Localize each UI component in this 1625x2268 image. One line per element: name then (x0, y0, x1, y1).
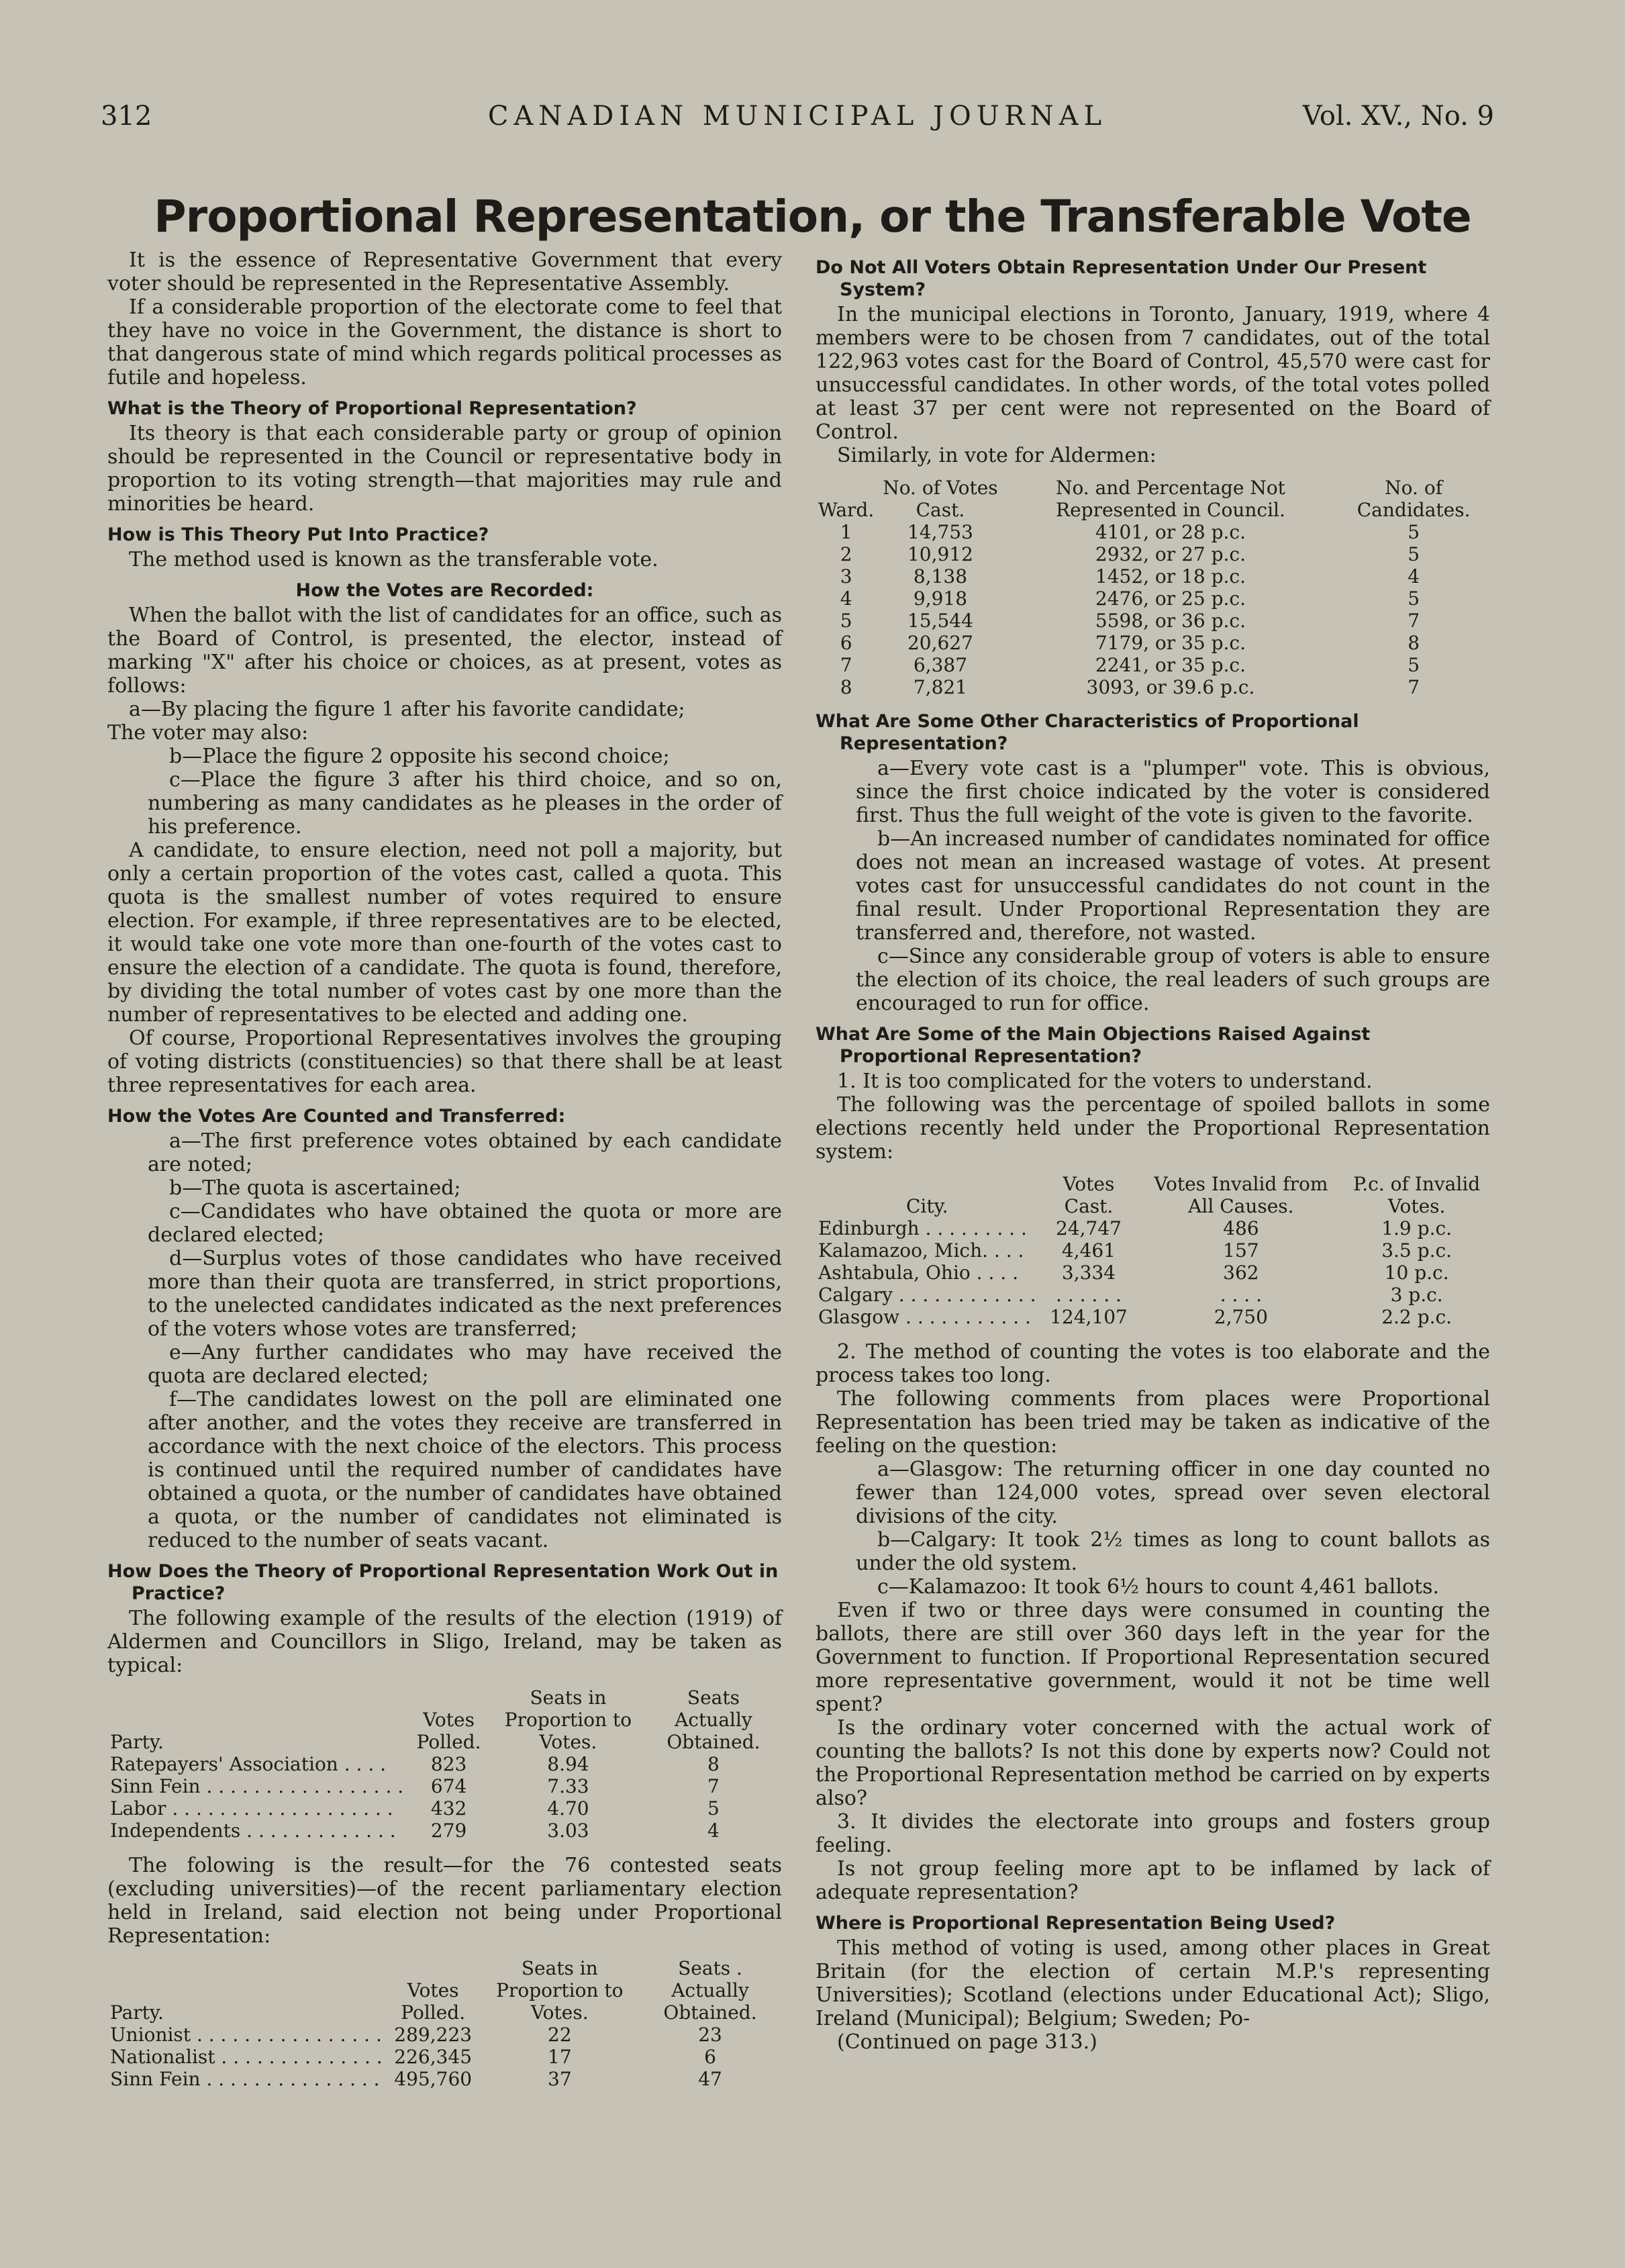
article-title: Proportional Representation, or the Transferable Vote (154, 191, 1471, 243)
table-header-row (107, 1687, 782, 1753)
table-cell: 4 (840, 587, 852, 610)
table-row (107, 1753, 782, 1775)
table-cell: 6 (840, 632, 852, 654)
paragraph: Of course, Proportional Representatives involves the grouping of voting districts (constituencies) so that there shall be at least three representatives for each area. (107, 1027, 782, 1097)
list-item: b—Calgary: It took 2½ times as long to count ballots as under the old system. (856, 1528, 1490, 1575)
table-cell: Glasgow . . . . . . . . . . . (818, 1306, 1031, 1328)
table-cell: 4101, or 28 p.c. (1095, 521, 1246, 543)
journal-title: CANADIAN MUNICIPAL JOURNAL (487, 101, 1107, 132)
column-header: Party. (110, 1731, 164, 1753)
table-cell: 8 (1408, 632, 1420, 654)
list-item: b—Place the figure 2 opposite his second choice; (169, 745, 670, 768)
table-cell: 5 (1408, 587, 1420, 610)
table-cell: 2241, or 35 p.c. (1095, 654, 1246, 676)
table-cell: 24,747 (1055, 1217, 1122, 1239)
table-cell: Kalamazoo, Mich. . . . (818, 1239, 1024, 1262)
table-cell: Labor . . . . . . . . . . . . . . . . . . . (110, 1797, 393, 1820)
table-cell: 124,107 (1050, 1306, 1128, 1328)
table-cell: 8 (707, 1753, 720, 1775)
paragraph: The following comments from places were Proportional Representation has been tried may be taken as indicative of the feeling on the question: (816, 1387, 1490, 1458)
table-cell: 15,544 (907, 610, 973, 632)
table-row (816, 1262, 1490, 1284)
section-heading: Do Not All Voters Obtain Representation Under Our Present System? (816, 257, 1427, 300)
table-cell: Calgary . . . . . . . . . . . . (818, 1284, 1036, 1306)
paragraph: It is the essence of Representative Government that every voter should be represented in the Representative Assembly. (107, 248, 782, 295)
table-cell: 674 (430, 1775, 467, 1797)
column-header: Votes Invalid from All Causes. (1154, 1173, 1328, 1217)
list-item: a—Every vote cast is a "plumper" vote. This is obvious, since the first choice indicated by the voter is considered first. Thus the full weight of the vote is given to the favorite. (856, 757, 1490, 827)
table-row (107, 1797, 782, 1820)
toronto-wards-table (816, 477, 1490, 698)
table-header-row (816, 477, 1490, 521)
table-cell: 23 (698, 2024, 722, 2046)
table-cell: 3 p.c. (1390, 1284, 1443, 1306)
column-header: Seats in Proportion to Votes. (496, 1957, 624, 2024)
table-cell: Nationalist . . . . . . . . . . . . . . (110, 2046, 383, 2068)
table-cell: 3.5 p.c. (1381, 1239, 1452, 1262)
table-cell: 5 (1408, 521, 1420, 543)
table-cell: Edinburgh . . . . . . . . . (818, 1217, 1027, 1239)
table-row (816, 587, 1490, 610)
volume-number: Vol. XV., No. 9 (1302, 101, 1494, 132)
paragraph: 3. It divides the electorate into groups and fosters group feeling. (816, 1810, 1490, 1857)
table-cell: 4,461 (1061, 1239, 1116, 1262)
table-cell: . . . . . . (1056, 1284, 1122, 1306)
paragraph: A candidate, to ensure election, need not poll a majority, but only a certain proportion of the votes cast, called a quota. This quota is the smallest number of votes required to ensure election. For example, if three representatives are to be elected, it would take one vote more than one-fourth of the votes cast to ensure the election of a candidate. The quota is found, therefore, by dividing the total number of votes cast by one more than the number of representatives to be elected and adding one. (107, 839, 782, 1027)
paragraph: Similarly, in vote for Aldermen: (837, 444, 1156, 467)
spoiled-ballots-table (816, 1173, 1490, 1328)
table-cell: 7 (840, 654, 852, 676)
table-cell: 1452, or 18 p.c. (1095, 565, 1246, 587)
table-row (816, 632, 1490, 654)
table-cell: 14,753 (907, 521, 973, 543)
section-heading: What Are Some of the Main Objections Raised Against Proportional Representation? (816, 1024, 1371, 1067)
column-header: Votes Cast. (1063, 1173, 1115, 1217)
table-cell: 20,627 (907, 632, 973, 654)
table-cell: 279 (430, 1820, 467, 1842)
table-cell: 6,387 (913, 654, 968, 676)
table-cell: 4 (707, 1820, 720, 1842)
page-number: 312 (101, 101, 152, 132)
running-header (101, 101, 1494, 141)
table-cell: 7 (1408, 610, 1420, 632)
table-cell: 22 (548, 2024, 572, 2046)
list-item: c—Since any considerable group of voters is able to ensure the election of its choice, the real leaders of such groups are encouraged to run for office. (856, 945, 1490, 1015)
column-header: Seats . Actually Obtained. (663, 1957, 757, 2024)
column-header: Ward. (818, 499, 875, 521)
table-cell: 10 p.c. (1384, 1262, 1449, 1284)
table-cell: 3093, or 39.6 p.c. (1086, 676, 1255, 698)
paragraph: The method used is known as the transferable vote. (129, 548, 658, 571)
table-cell: 6 (704, 2046, 716, 2068)
paragraph: The following was the percentage of spoiled ballots in some elections recently held under the Proportional Representation system: (816, 1093, 1490, 1164)
paragraph: This method of voting is used, among other places in Great Britain (for the election of certain M.P.'s representing Universities); Scotland (elections under Educational Act); Sligo, Ireland (Municipal); Belgium; Sweden; Po- (816, 1936, 1490, 2030)
section-heading: How the Votes Are Counted and Transferred: (107, 1106, 566, 1127)
table-row (107, 1820, 782, 1842)
table-cell: 7179, or 35 p.c. (1095, 632, 1246, 654)
table-cell: Independents . . . . . . . . . . . . . (110, 1820, 396, 1842)
list-item: a—Glasgow: The returning officer in one day counted no fewer than 124,000 votes, spread over seven electoral divisions of the city. (856, 1458, 1490, 1528)
table-cell: 486 (1223, 1217, 1259, 1239)
table-cell: 1.9 p.c. (1381, 1217, 1452, 1239)
column-header: City. (905, 1195, 948, 1217)
list-item: d—Surplus votes of those candidates who have received more than their quota are transferred, in strict proportions, to the unelected candidates indicated as the next preferences of the voters whose votes are transferred; (148, 1247, 782, 1341)
table-cell: Ratepayers' Association . . . . (110, 1753, 387, 1775)
table-cell: Unionist . . . . . . . . . . . . . . . . (110, 2024, 382, 2046)
column-header: P.c. of Invalid Votes. (1353, 1173, 1481, 1217)
table-cell: 432 (430, 1797, 467, 1820)
section-heading: How the Votes are Recorded: (295, 580, 594, 601)
paragraph: Is not group feeling more apt to be inflamed by lack of adequate representation? (816, 1857, 1490, 1904)
column-header: Votes Polled. (416, 1709, 481, 1753)
table-cell: 2.2 p.c. (1381, 1306, 1452, 1328)
table-cell: 823 (430, 1753, 467, 1775)
table-cell: 1 (840, 521, 852, 543)
sligo-results-table (107, 1687, 782, 1842)
continued-note: (Continued on page 313.) (837, 2030, 1097, 2054)
table-cell: 17 (548, 2046, 572, 2068)
right-column (816, 248, 1490, 2054)
column-header: Votes Polled. (401, 1979, 466, 2024)
table-header-row (107, 1957, 782, 2024)
column-header: Party. (110, 2001, 164, 2024)
column-header: Seats Actually Obtained. (667, 1687, 760, 1753)
table-row (816, 1239, 1490, 1262)
table-cell: 37 (548, 2068, 572, 2090)
table-header-row (816, 1173, 1490, 1217)
table-cell: . . . . (1220, 1284, 1263, 1306)
table-cell: 157 (1223, 1239, 1259, 1262)
section-heading: What is the Theory of Proportional Representation? (107, 398, 637, 419)
paragraph: When the ballot with the list of candidates for an office, such as the Board of Control, is presented, the elector, instead of marking "X" after his choice or choices, as at present, votes as follows: (107, 604, 782, 698)
table-cell: 3,334 (1061, 1262, 1116, 1284)
table-cell: 4.70 (547, 1797, 589, 1820)
list-item: b—The quota is ascertained; (169, 1176, 461, 1200)
table-cell: 5 (840, 610, 852, 632)
table-cell: 5598, or 36 p.c. (1095, 610, 1246, 632)
paragraph: Its theory is that each considerable party or group of opinion should be represented in the Council or representative body in proportion to its voting strength—that majorities may rule and minorities be heard. (107, 422, 782, 516)
table-cell: Ashtabula, Ohio . . . . (818, 1262, 1018, 1284)
table-cell: 8.94 (547, 1753, 589, 1775)
table-cell: 7 (1408, 676, 1420, 698)
list-item: b—An increased number of candidates nominated for office does not mean an increased wastage of votes. At present votes cast for unsuccessful candidates do not count in the final result. Under Proportional Representation they are transferred and, therefore, not wasted. (856, 827, 1490, 945)
paragraph: 1. It is too complicated for the voters to understand. (837, 1070, 1373, 1093)
table-cell: 5 (707, 1797, 720, 1820)
table-row (816, 1217, 1490, 1239)
left-column (107, 248, 782, 2102)
paragraph: The voter may also: (107, 721, 309, 745)
list-item: c—Candidates who have obtained the quota or more are declared elected; (148, 1200, 782, 1247)
table-cell: 2476, or 25 p.c. (1095, 587, 1246, 610)
paragraph: 2. The method of counting the votes is too elaborate and the process takes too long. (816, 1340, 1490, 1387)
table-row (816, 1284, 1490, 1306)
column-header: No. and Percentage Not Represented in Council. (1055, 477, 1285, 521)
paragraph: The folowing is the result—for the 76 contested seats (excluding universities)—of the recent parliamentary election held in Ireland, said election not being under Proportional Representation: (107, 1854, 782, 1948)
column-header: No. of Votes Cast. (883, 477, 998, 521)
paragraph: a—By placing the figure 1 after his favorite candidate; (129, 698, 685, 721)
table-row (816, 654, 1490, 676)
table-cell: 2932, or 27 p.c. (1095, 543, 1246, 565)
table-cell: 8,138 (913, 565, 968, 587)
list-item: e—Any further candidates who may have received the quota are declared elected; (148, 1341, 782, 1388)
paragraph: Is the ordinary voter concerned with the actual work of counting the ballots? Is not this done by experts now? Could not the Proportional Representation method be carried on by experts also? (816, 1716, 1490, 1810)
table-cell: 4 (1408, 565, 1420, 587)
table-cell: 2,750 (1214, 1306, 1268, 1328)
ireland-results-table (107, 1957, 782, 2090)
table-cell: Sinn Fein . . . . . . . . . . . . . . . (110, 2068, 380, 2090)
table-cell: 2 (840, 543, 852, 565)
table-cell: 7 (707, 1775, 720, 1797)
table-cell: 289,223 (394, 2024, 473, 2046)
paragraph: The following example of the results of the election (1919) of Aldermen and Councillors in Sligo, Ireland, may be taken as typical: (107, 1607, 782, 1677)
section-heading: How Does the Theory of Proportional Representation Work Out in Practice? (107, 1561, 779, 1604)
table-cell: Sinn Fein . . . . . . . . . . . . . . . . . (110, 1775, 404, 1797)
paragraph: In the municipal elections in Toronto, January, 1919, where 4 members were to be chosen from 7 candidates, out of the total 122,963 votes cast for the Board of Control, 45,570 were cast for unsuccessful candidates. In other words, of the total votes polled at least 37 per cent were not represented on the Board of Control. (816, 303, 1490, 444)
table-cell: 47 (698, 2068, 722, 2090)
paragraph: Even if two or three days were consumed in counting the ballots, there are still over 360 days left in the year for the Government to function. If Proportional Representation secured more representative government, would it not be time well spent? (816, 1599, 1490, 1716)
table-cell: 7.33 (547, 1775, 589, 1797)
list-item: a—The first preference votes obtained by each candidate are noted; (148, 1129, 782, 1176)
table-row (107, 2068, 782, 2090)
table-row (816, 1306, 1490, 1328)
table-cell: 362 (1223, 1262, 1259, 1284)
table-row (107, 1775, 782, 1797)
table-row (107, 2046, 782, 2068)
table-row (107, 2024, 782, 2046)
section-heading: Where is Proportional Representation Being Used? (816, 1913, 1336, 1934)
list-item: c—Kalamazoo: It took 6½ hours to count 4,461 ballots. (877, 1575, 1439, 1599)
table-cell: 8 (840, 676, 852, 698)
section-heading: How is This Theory Put Into Practice? (107, 524, 489, 545)
list-item: f—The candidates lowest on the poll are eliminated one after another, and the votes they receive are transferred in accordance with the next choice of the electors. This process is continued until the required number of candidates have obtained a quota, or the number of candidates have obtained a quota, or the number of candidates not eliminated is reduced to the number of seats vacant. (148, 1388, 782, 1552)
table-cell: 3.03 (547, 1820, 589, 1842)
column-header: No. of Candidates. (1357, 477, 1471, 521)
table-row (816, 521, 1490, 543)
table-cell: 10,912 (907, 543, 973, 565)
table-cell: 5 (1408, 654, 1420, 676)
table-row (816, 676, 1490, 698)
table-cell: 5 (1408, 543, 1420, 565)
list-item: c—Place the figure 3 after his third choice, and so on, numbering as many candidates as he pleases in the order of his preference. (148, 768, 782, 839)
paragraph: If a considerable proportion of the electorate come to feel that they have no voice in the Government, the distance is short to that dangerous state of mind which regards political processes as futile and hopeless. (107, 295, 782, 389)
table-row (816, 610, 1490, 632)
column-header: Seats in Proportion to Votes. (504, 1687, 632, 1753)
table-row (816, 543, 1490, 565)
table-cell: 3 (840, 565, 852, 587)
table-row (816, 565, 1490, 587)
table-cell: 495,760 (394, 2068, 473, 2090)
section-heading: What Are Some Other Characteristics of Proportional Representation? (816, 711, 1359, 754)
table-cell: 226,345 (394, 2046, 473, 2068)
table-cell: 7,821 (913, 676, 968, 698)
table-cell: 9,918 (913, 587, 968, 610)
